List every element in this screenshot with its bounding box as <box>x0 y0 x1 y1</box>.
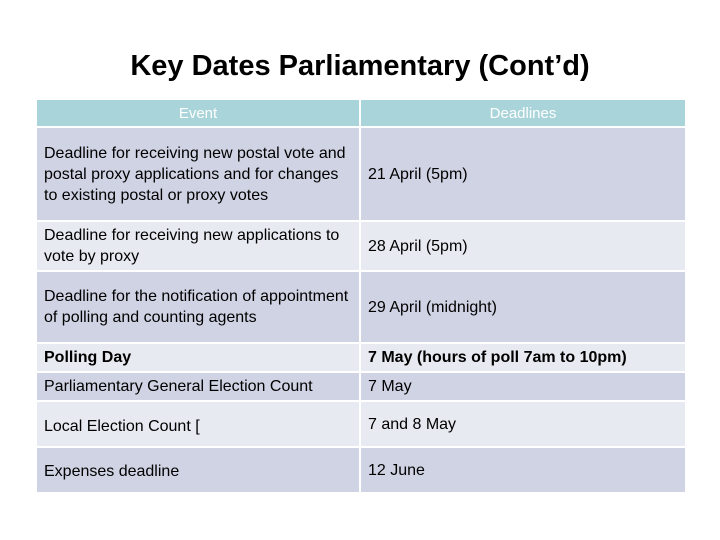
deadline-cell: 7 May (hours of poll 7am to 10pm) <box>360 343 685 372</box>
event-cell: Deadline for the notification of appointment of polling and counting agents <box>37 271 360 343</box>
event-cell: Polling Day <box>37 343 360 372</box>
slide-title: Key Dates Parliamentary (Cont’d) <box>130 50 590 82</box>
key-dates-table <box>37 100 685 494</box>
event-cell: Deadline for receiving new postal vote and postal proxy applications and for changes to existing postal or proxy votes <box>37 127 360 221</box>
table-row <box>37 221 685 271</box>
deadline-cell: 7 and 8 May <box>360 401 685 447</box>
table-row <box>37 343 685 372</box>
table-row <box>37 271 685 343</box>
event-cell: Expenses deadline <box>37 447 360 493</box>
event-cell: Deadline for receiving new applications to vote by proxy <box>37 221 360 271</box>
deadline-cell: 21 April (5pm) <box>360 127 685 221</box>
event-cell: Parliamentary General Election Count <box>37 372 360 401</box>
deadline-cell: 12 June <box>360 447 685 493</box>
header-event: Event <box>37 100 360 127</box>
table-row <box>37 372 685 401</box>
table-row <box>37 127 685 221</box>
deadline-cell: 7 May <box>360 372 685 401</box>
table-row <box>37 401 685 447</box>
deadline-cell: 28 April (5pm) <box>360 221 685 271</box>
deadline-cell: 29 April (midnight) <box>360 271 685 343</box>
event-cell: Local Election Count [ <box>37 401 360 447</box>
header-deadlines: Deadlines <box>360 100 685 127</box>
table-header-row <box>37 100 685 127</box>
table-row <box>37 447 685 493</box>
